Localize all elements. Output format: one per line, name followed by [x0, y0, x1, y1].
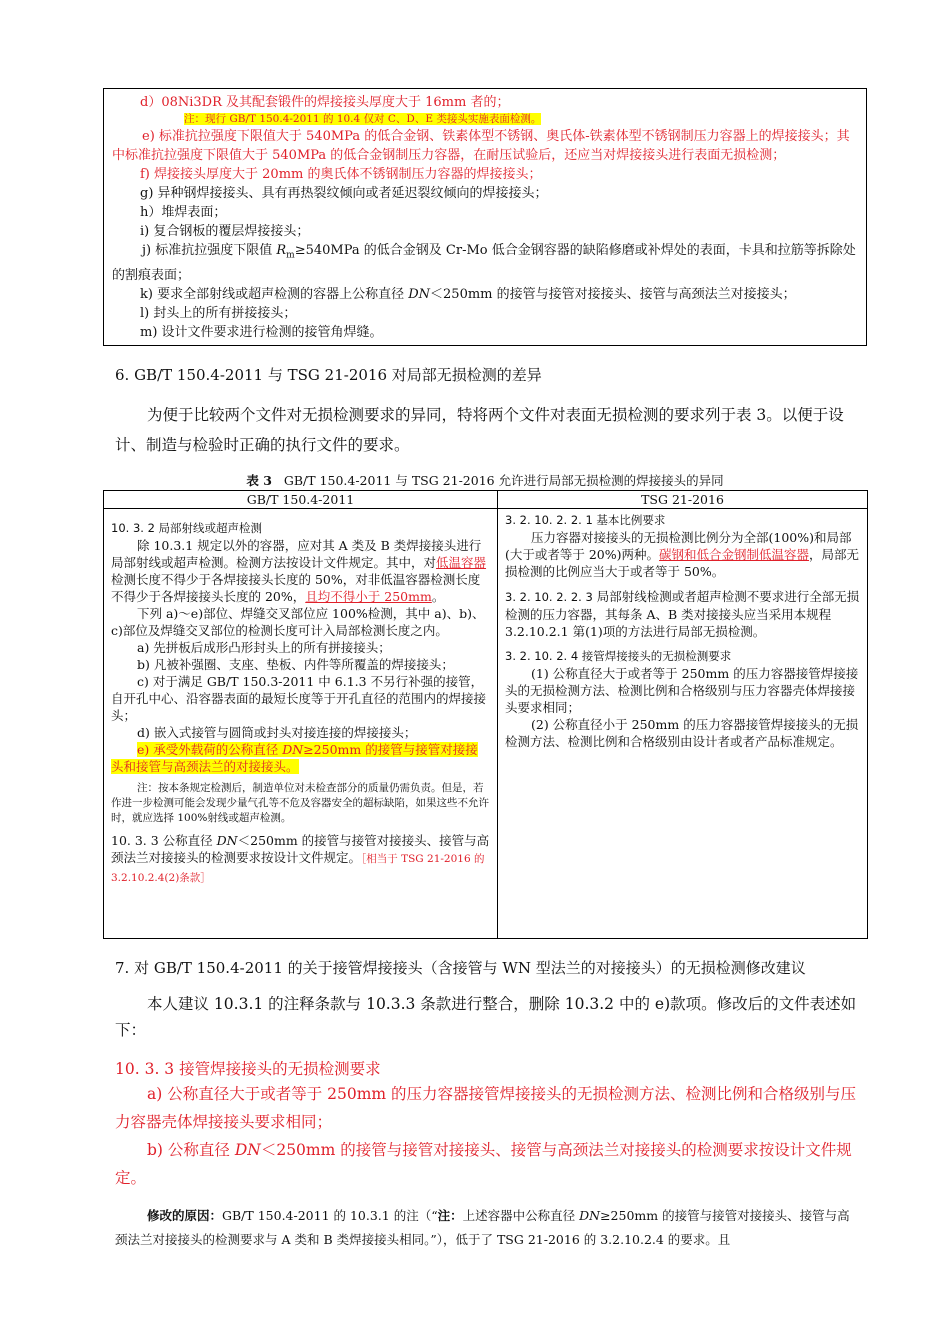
clause-10-3-2-title: 10. 3. 2 局部射线或超声检测: [111, 521, 263, 535]
clause-item-e: e) 承受外载荷的公称直径 DN≥250mm 的接管与接管对接接头和接管与高颈法兰的对接接头。: [111, 742, 478, 774]
table-header-gbt: GB/T 150.4-2011: [104, 491, 498, 509]
clause-item-b: b) 凡被补强圈、支座、垫板、内件等所覆盖的焊接接头；: [137, 657, 454, 672]
item-e: e) 标准抗拉强度下限值大于 540MPa 的低合金钢、铁素体型不锈钢、奥氏体-铁素体型不锈钢制压力容器上的焊接接头；其中标准抗拉强度下限值大于 540MPa 的低合金钢制压力容器，在耐压试验后，还应当对焊接接头进行表面无损检测；: [112, 129, 850, 163]
clause-item-c: c) 对于满足 GB/T 150.3-2011 中 6.1.3 不另行补强的接管，自开孔中心、沿容器表面的最短长度等于开孔直径的范围内的焊接接头；: [111, 674, 487, 723]
section-7-heading: 7. 对 GB/T 150.4-2011 的关于接管焊接接头（含接管与 WN 型法兰的对接接头）的无损检测修改建议: [115, 959, 806, 977]
item-g: g) 异种钢焊接接头、具有再热裂纹倾向或者延迟裂纹倾向的焊接接头；: [140, 186, 548, 201]
tsg-clause-3-title: 3. 2. 10. 2. 4 接管焊接接头的无损检测要求: [505, 649, 732, 663]
item-j: j) 标准抗拉强度下限值 $R_m\ge 540MPa$ 的低合金钢及 Cr-Mo 低合金钢容器的缺陷修磨或补焊处的表面，卡具和拉筋等拆除处的割痕表面；: [112, 243, 856, 283]
item-m: m) 设计文件要求进行检测的接管角焊缝。: [140, 324, 383, 340]
modification-reason: 修改的原因：GB/T 150.4-2011 的 10.3.1 的注（“注：上述容器中公称直径 DN≥250mm 的接管与接管对接接头、接管与高颈法兰对接接头的检测要求与 A 类和 B 类焊接接头相同。”），低于了 TSG 21-2016 的 3.2.10.2.4 的要求。且: [115, 1208, 850, 1247]
table-cell-gbt: [104, 509, 498, 939]
proposed-item-b: b) 公称直径 DN＜250mm 的接管与接管对接接头、接管与高颈法兰对接接头的检测要求按设计文件规定。: [115, 1141, 852, 1187]
section-6-heading: 6. GB/T 150.4-2011 与 TSG 21-2016 对局部无损检测的差异: [115, 366, 542, 384]
clause-item-d: d) 嵌入式接管与圆筒或封头对接连接的焊接接头；: [137, 725, 417, 740]
clause-item-a: a) 先拼板后成形凸形封头上的所有拼接接头；: [137, 640, 391, 655]
tsg-clause-1-title: 3. 2. 10. 2. 2. 1 基本比例要求: [505, 513, 666, 527]
item-k: k) 要求全部射线或超声检测的容器上公称直径 DN＜250mm 的接管与接管对接接头、接管与高颈法兰对接接头；: [140, 286, 796, 302]
table-3: [103, 490, 868, 939]
item-f: f) 焊接接头厚度大于 20mm 的奥氏体不锈钢制压力容器的焊接接头；: [140, 167, 542, 182]
requirements-box: [103, 88, 867, 346]
item-h: h）堆焊表面；: [140, 205, 227, 220]
section-7-paragraph: 本人建议 10.3.1 的注释条款与 10.3.3 条款进行整合，删除 10.3.2 中的 e)款项。修改后的文件表述如下：: [115, 995, 857, 1039]
clause-note: 注：按本条规定检测后，制造单位对未检查部分的质量仍需负责。但是，若作进一步检测可能会发现少量气孔等不危及容器安全的超标缺陷，如果这些不允许时，就应选择 100%射线或超声检测。: [111, 782, 489, 824]
item-i: i) 复合钢板的覆层焊接接头；: [140, 224, 310, 239]
proposed-item-a: a) 公称直径大于或者等于 250mm 的压力容器接管焊接接头的无损检测方法、检测比例和合格级别与压力容器壳体焊接接头要求相同；: [115, 1085, 857, 1131]
clause-10-3-2-para2: 下列 a)～e)部位、焊缝交叉部位应 100%检测，其中 a)、b)、c)部位及焊缝交叉部位的检测长度可计入局部检测长度之内。: [111, 606, 485, 638]
proposed-clause-title: 10. 3. 3 接管焊接接头的无损检测要求: [115, 1060, 381, 1078]
tsg-clause-3-item1: (1) 公称直径大于或者等于 250mm 的压力容器接管焊接接头的无损检测方法、检测比例和合格级别与压力容器壳体焊接接头要求相同；: [505, 666, 859, 715]
item-l: l) 封头上的所有拼接接头；: [140, 305, 297, 321]
tsg-clause-3-item2: (2) 公称直径小于 250mm 的压力容器接管焊接接头的无损检测方法、检测比例和合格级别由设计者或者产品标准规定。: [505, 717, 859, 749]
tsg-clause-2: 3. 2. 10. 2. 2. 3 局部射线检测或者超声检测不要求进行全部无损检测的压力容器，其每条 A、B 类对接接头应当采用本规程 3.2.10.2.1 第(1)项的方法进行局部无损检测。: [505, 589, 860, 639]
table-3-caption: 表 3 GB/T 150.4-2011 与 TSG 21-2016 允许进行局部无损检测的焊接接头的异同: [246, 473, 724, 488]
table-cell-tsg: [498, 509, 868, 939]
table-header-tsg: TSG 21-2016: [498, 491, 868, 509]
clause-10-3-2-para1: 除 10.3.1 规定以外的容器，应对其 A 类及 B 类焊接接头进行局部射线或超声检测。检测方法按设计文件规定。其中，对低温容器检测长度不得少于各焊接接头长度的 50%，对非低温容器检测长度不得少于各焊接接头长度的 20%，且均不得小于 250mm。: [111, 538, 487, 604]
item-d: d）08Ni3DR 及其配套锻件的焊接接头厚度大于 16mm 者的；: [140, 95, 510, 110]
tsg-clause-1-text: 压力容器对接接头的无损检测比例分为全部(100%)和局部(大于或者等于 20%)两种。碳钢和低合金钢制低温容器，局部无损检测的比例应当大于或者等于 50%。: [505, 530, 860, 579]
item-d-note: 注：现行 GB/T 150.4-2011 的 10.4 仅对 C、D、E 类接头实施表面检测。: [184, 113, 542, 125]
clause-10-3-3: 10. 3. 3 公称直径 DN＜250mm 的接管与接管对接接头、接管与高颈法兰对接接头的检测要求按设计文件规定。［相当于 TSG 21-2016 的 3.2.10.2.4(2)条款］: [111, 833, 490, 884]
section-6-paragraph: 为便于比较两个文件对无损检测要求的异同，特将两个文件对表面无损检测的要求列于表 3。以便于设计、制造与检验时正确的执行文件的要求。: [115, 406, 844, 454]
